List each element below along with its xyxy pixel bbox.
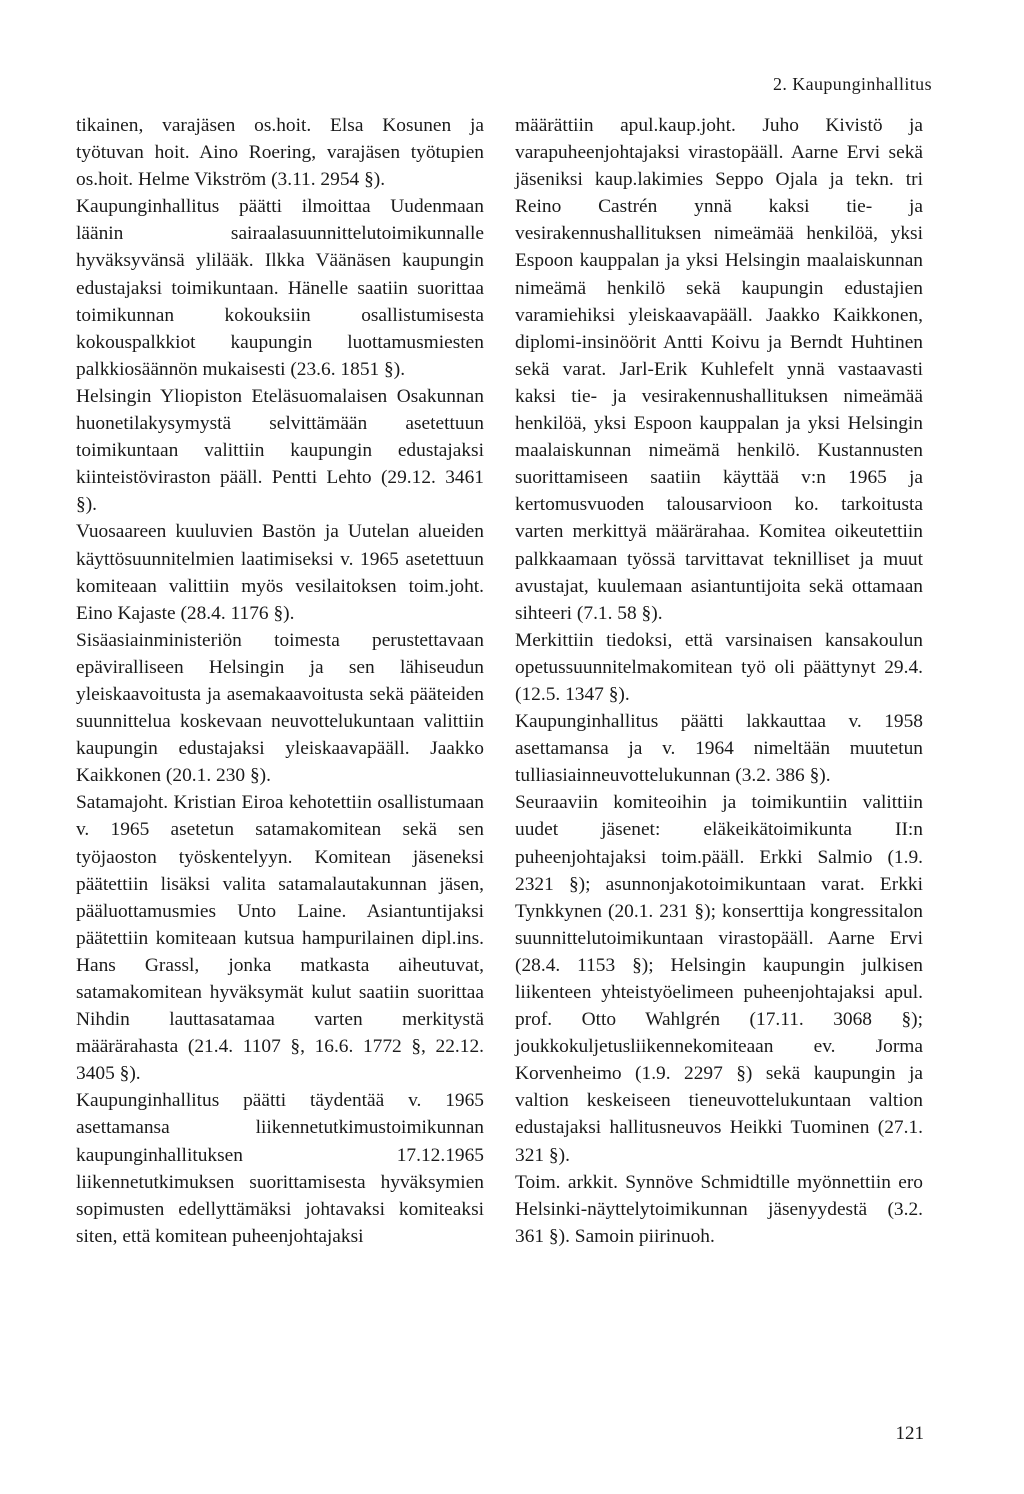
paragraph: tikainen, varajäsen os.hoit. Elsa Kosunen ja työtuvan hoit. Aino Roering, varajäsen työtupien os.hoit. Helme Vikström (3.11. 2954 §). xyxy=(76,115,484,191)
paragraph: Sisäasiainministeriön toimesta perustettavaan epäviralliseen Helsingin ja sen lähiseudun yleiskaavoitusta ja asemakaavoitusta sekä pääteiden suunnittelua koskevaan neuvottelukuntaan valittiin kaupungin edustajaksi yleiskaavapääll. Jaakko Kaikkonen (20.1. 230 §). xyxy=(76,629,484,787)
paragraph: Kaupunginhallitus päätti ilmoittaa Uudenmaan läänin sairaalasuunnittelutoimikunnalle hyväksyvänsä ylilääk. Ilkka Väänäsen kaupungin edustajaksi toimikuntaan. Hänelle saatiin suorittaa toimikunnan kokouksiin osallistumisesta kokouspalkkiot kaupungin luottamusmiesten palkkiosäännön mukaisesti (23.6. 1851 §). xyxy=(76,196,484,380)
paragraph: Helsingin Yliopiston Eteläsuomalaisen Osakunnan huonetilakysymystä selvittämään asetettuun toimikuntaan valittiin kaupungin edustajaksi kiinteistöviraston pääll. Pentti Lehto (29.12. 3461 §). xyxy=(76,385,484,516)
paragraph: Merkittiin tiedoksi, että varsinaisen kansakoulun opetussuunnitelmakomitean työ oli päättynyt 29.4. (12.5. 1347 §). xyxy=(515,629,923,705)
paragraph: määrättiin apul.kaup.joht. Juho Kivistö ja varapuheenjohtajaksi virastopääll. Aarne Ervi sekä jäseniksi kaup.lakimies Seppo Ojala ja tekn. tri Reino Castrén ynnä kaksi tie- ja vesirakennushallituksen nimeämää henkilöä, yksi Espoon kauppalan ja yksi Helsingin maalaiskunnan nimeämä henkilö sekä kaupungin edustajien varamiehiksi yleiskaavapääll. Jaakko Kaikkonen, diplomi-insinöörit Antti Koivu ja Berndt Huhtinen sekä varat. Jarl-Erik Kuhlefelt ynnä vastaavasti kaksi tie- ja vesirakennushallituksen nimeämää henkilöä, yksi Espoon kauppalan ja yksi Helsingin maalaiskunnan nimeämä henkilö. Kustannusten suorittamiseen saatiin käyttää v:n 1965 ja kertomusvuoden talousarvioon ko. tarkoitusta varten merkittyä määrärahaa. Komitea oikeutettiin palkkaamaan työssä tarvittavat teknilliset ja muut avustajat, kuulemaan asiantuntijoita sekä ottamaan sihteeri (7.1. 58 §). xyxy=(515,115,923,624)
paragraph: Satamajoht. Kristian Eiroa kehotettiin osallistumaan v. 1965 asetetun satamakomitean sekä sen työjaoston työskentelyyn. Komitean jäseneksi päätettiin lisäksi valita satamalautakunnan jäsen, pääluottamusmies Unto Laine. Asiantuntijaksi päätettiin komiteaan kutsua hampurilainen dipl.ins. Hans Grassl, jonka matkasta aiheutuvat, satamakomitean hyväksymät kulut saatiin suorittaa Nihdin lauttasatamaa varten merkitystä määrärahasta (21.4. 1107 §, 16.6. 1772 §, 22.12. 3405 §). xyxy=(76,792,484,1085)
paragraph: Seuraaviin komiteoihin ja toimikuntiin valittiin uudet jäsenet: eläkeikätoimikunta II:n puheenjohtajaksi toim.pääll. Erkki Salmio (1.9. 2321 §); asunnonjakotoimikuntaan varat. Erkki Tynkkynen (20.1. 231 §); konserttija kongressitalon suunnittelutoimikuntaan virastopääll. Aarne Ervi (28.4. 1153 §); Helsingin kaupungin julkisen liikenteen yhteistyöelimeen puheenjohtajaksi apul. prof. Otto Wahlgrén (17.11. 3068 §); joukkokuljetusliikennekomiteaan ev. Jorma Korvenheimo (1.9. 2297 §) sekä kaupungin ja valtion keskeiseen tieneuvottelukuntaan valtion edustajaksi hallitusneuvos Heikki Tuominen (27.1. 321 §). xyxy=(515,792,923,1166)
running-head: 2. Kaupunginhallitus xyxy=(773,74,932,94)
paragraph: Vuosaareen kuuluvien Bastön ja Uutelan alueiden käyttösuunnitelmien laatimiseksi v. 1965 asetettuun komiteaan valittiin myös vesilaitoksen toim.joht. Eino Kajaste (28.4. 1176 §). xyxy=(76,521,484,624)
right-column xyxy=(515,112,923,1250)
paragraph: Toim. arkkit. Synnöve Schmidtille myönnettiin ero Helsinki-näyttelytoimikunnan jäsenyydestä (3.2. 361 §). Samoin piirinuoh. xyxy=(515,1171,923,1247)
page-number: 121 xyxy=(895,1423,924,1444)
left-column xyxy=(76,112,484,1250)
paragraph: Kaupunginhallitus päätti lakkauttaa v. 1958 asettamansa ja v. 1964 nimeltään muutetun tulliasiainneuvottelukunnan (3.2. 386 §). xyxy=(515,711,923,787)
paragraph: Kaupunginhallitus päätti täydentää v. 1965 asettamansa liikennetutkimustoimikunnan kaupunginhallituksen 17.12.1965 liikennetutkimuksen suorittamisesta hyväksymien sopimusten edellyttämäksi johtavaksi komiteaksi siten, että komitean puheenjohtajaksi xyxy=(76,1090,484,1247)
